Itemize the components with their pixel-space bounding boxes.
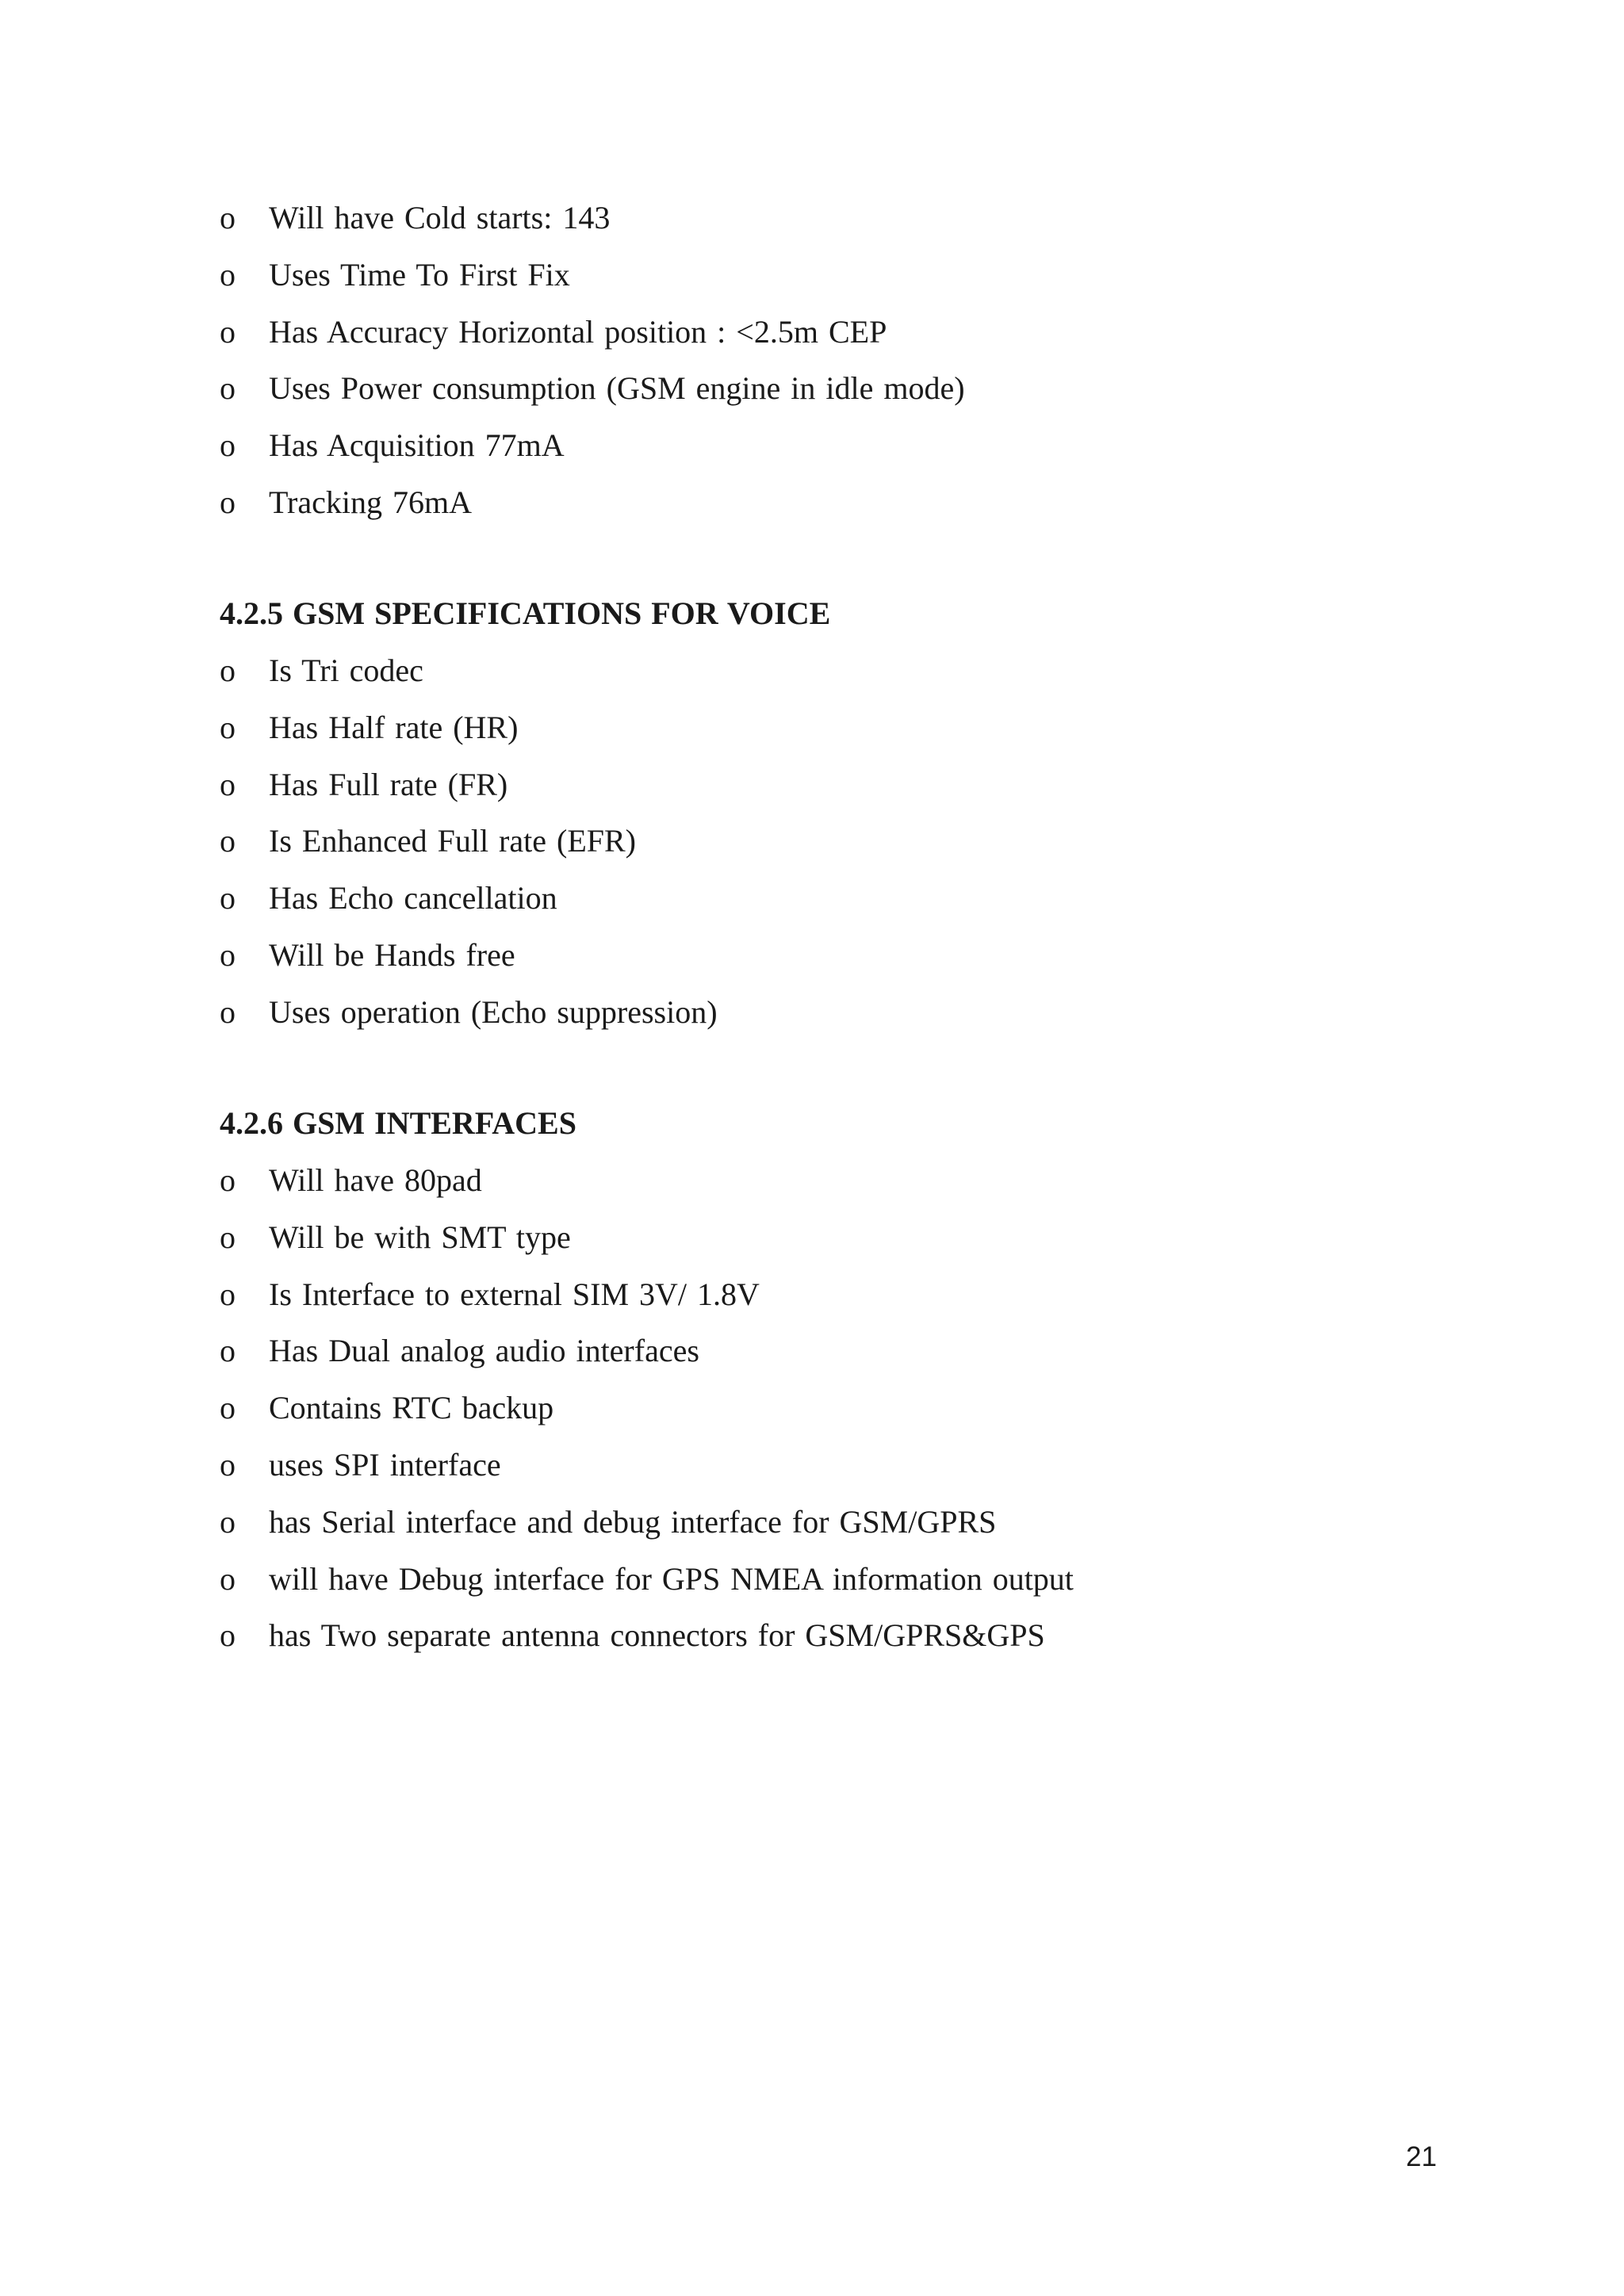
list-item — [220, 813, 1409, 870]
list-item-text: has Two separate antenna connectors for GSM/GPRS&GPS — [269, 1617, 1045, 1654]
bullet-marker: o — [220, 1276, 236, 1312]
list-item — [220, 1152, 1409, 1209]
bullet-marker: o — [220, 1219, 236, 1255]
list-item — [220, 1551, 1409, 1608]
list-item-text: Will be with SMT type — [269, 1219, 571, 1255]
bullet-marker: o — [220, 370, 236, 407]
bullet-marker: o — [220, 1446, 236, 1483]
bullet-marker: o — [220, 1390, 236, 1426]
bullet-marker: o — [220, 993, 236, 1030]
list-item — [220, 417, 1409, 474]
list-item — [220, 870, 1409, 927]
list-item — [220, 1266, 1409, 1323]
list-item — [220, 756, 1409, 813]
bullet-marker: o — [220, 823, 236, 859]
list-item — [220, 189, 1409, 247]
bullet-marker: o — [220, 1560, 236, 1597]
list-item-text: Will be Hands free — [269, 936, 515, 973]
list-item-text: Has Full rate (FR) — [269, 766, 508, 802]
bullet-marker: o — [220, 880, 236, 916]
list-item-text: Uses operation (Echo suppression) — [269, 993, 718, 1030]
list-item — [220, 1322, 1409, 1380]
list-item-text: Has Half rate (HR) — [269, 709, 519, 745]
list-item-text: Has Acquisition 77mA — [269, 427, 565, 464]
list-item-text: Has Accuracy Horizontal position : <2.5m CEP — [269, 313, 887, 350]
list-item — [220, 360, 1409, 417]
bullet-marker: o — [220, 1162, 236, 1198]
bullet-marker: o — [220, 200, 236, 235]
bullet-marker: o — [220, 313, 236, 350]
list-item — [220, 927, 1409, 984]
bullet-marker: o — [220, 766, 236, 802]
bullet-marker: o — [220, 652, 236, 688]
list-item — [220, 1437, 1409, 1494]
list-item — [220, 1380, 1409, 1437]
list-item — [220, 642, 1409, 699]
bullet-marker: o — [220, 936, 236, 973]
list-item-text: will have Debug interface for GPS NMEA information output — [269, 1560, 1074, 1597]
page-number: 21 — [1406, 2141, 1437, 2172]
list-item-text: Is Tri codec — [269, 652, 423, 688]
list-item-text: uses SPI interface — [269, 1446, 501, 1483]
list-item — [220, 984, 1409, 1041]
list-item-text: Tracking 76mA — [269, 484, 472, 520]
list-item — [220, 699, 1409, 756]
list-item-text: Will have 80pad — [269, 1162, 482, 1198]
list-item-text: Contains RTC backup — [269, 1390, 554, 1426]
list-item — [220, 1607, 1409, 1664]
voice-spec-items — [220, 642, 1409, 1041]
section-heading-voice: 4.2.5 GSM SPECIFICATIONS FOR VOICE — [220, 595, 831, 631]
bullet-marker: o — [220, 1503, 236, 1540]
bullet-marker: o — [220, 427, 236, 464]
bullet-marker: o — [220, 484, 236, 520]
list-item — [220, 247, 1409, 304]
list-item-text: Has Echo cancellation — [269, 880, 557, 916]
interfaces-spec-items — [220, 1152, 1409, 1664]
section-heading-interfaces: 4.2.6 GSM INTERFACES — [220, 1105, 576, 1141]
bullet-marker: o — [220, 1617, 236, 1654]
bullet-marker: o — [220, 709, 236, 745]
list-item — [220, 1209, 1409, 1266]
list-item-text: Has Dual analog audio interfaces — [269, 1333, 699, 1369]
list-item — [220, 474, 1409, 531]
list-item-text: Is Enhanced Full rate (EFR) — [269, 823, 636, 859]
interfaces-spec-list — [220, 1152, 1409, 1664]
list-item-text: Will have Cold starts: 143 — [269, 200, 611, 235]
list-item — [220, 1494, 1409, 1551]
list-item-text: has Serial interface and debug interface for GSM/GPRS — [269, 1503, 997, 1540]
bullet-marker: o — [220, 1333, 236, 1369]
list-item-text: Uses Time To First Fix — [269, 256, 570, 293]
list-item-text: Is Interface to external SIM 3V/ 1.8V — [269, 1276, 760, 1312]
gps-spec-items — [220, 189, 1409, 531]
list-item-text: Uses Power consumption (GSM engine in idle mode) — [269, 370, 965, 407]
gps-spec-list — [220, 189, 1409, 531]
voice-spec-list — [220, 642, 1409, 1041]
bullet-marker: o — [220, 256, 236, 293]
list-item — [220, 304, 1409, 361]
